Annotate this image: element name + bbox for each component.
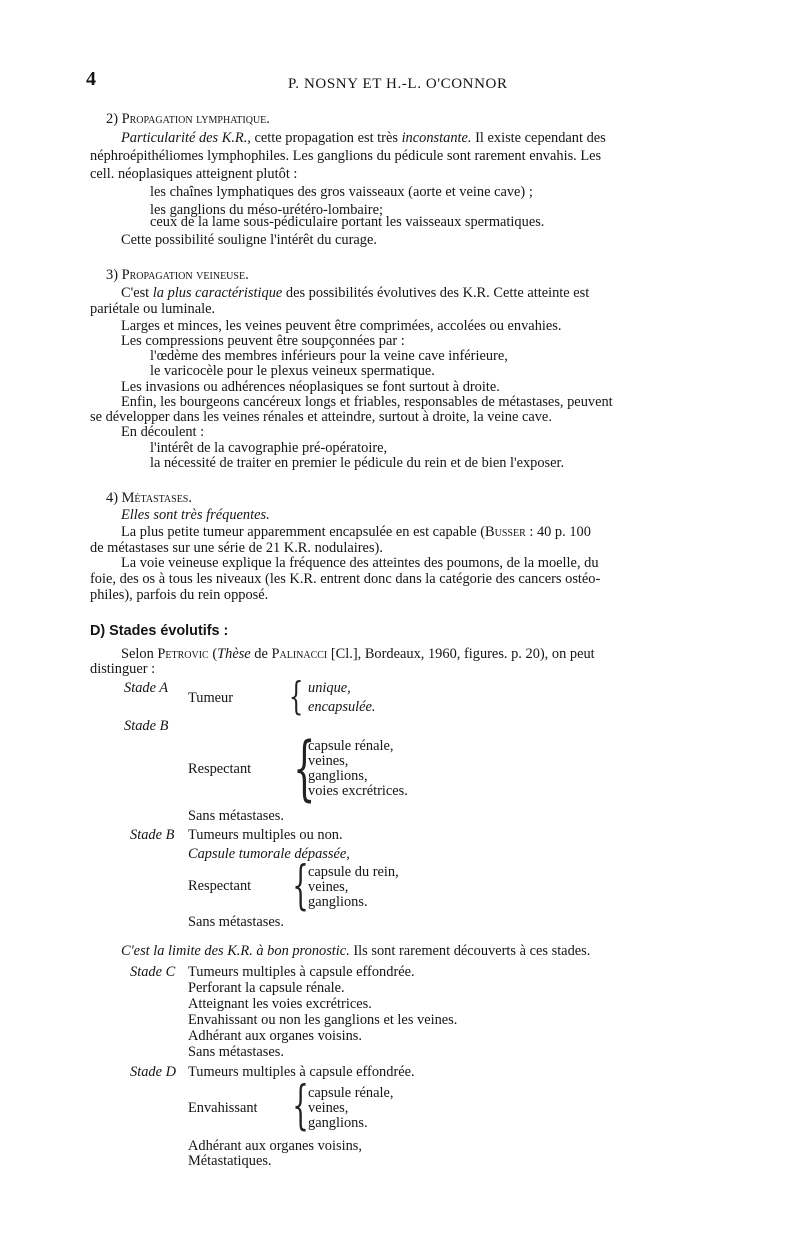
paragraph-line: distinguer :	[90, 661, 156, 677]
paragraph-line	[121, 130, 606, 146]
page-number: 4	[86, 68, 96, 90]
stade-b2-label: Stade B	[130, 827, 175, 843]
italic-text: inconstante.	[401, 130, 472, 146]
stade-a-word: Tumeur	[188, 690, 234, 706]
paragraph-line: Les invasions ou adhérences néoplasiques se font surtout à droite.	[121, 379, 500, 395]
text: (	[208, 646, 218, 662]
stade-c-line: Tumeurs multiples à capsule effondrée.	[188, 964, 415, 980]
heading-text: Métastases.	[121, 490, 192, 506]
stade-b-item: voies excrétrices.	[308, 783, 408, 799]
running-header: P. NOSNY ET H.-L. O'CONNOR	[288, 76, 508, 92]
list-item: l'œdème des membres inférieurs pour la veine cave inférieure,	[150, 348, 508, 364]
list-item: les ganglions du méso-urétéro-lombaire;	[150, 202, 383, 218]
stade-d-item: veines,	[308, 1100, 349, 1116]
list-item: le varicocèle pour le plexus veineux spermatique.	[150, 363, 435, 379]
list-item: les chaînes lymphatiques des gros vaisseaux (aorte et veine cave) ;	[150, 184, 533, 200]
stade-c-line: Envahissant ou non les ganglions et les veines.	[188, 1012, 458, 1028]
paragraph-line: pariétale ou luminale.	[90, 301, 216, 317]
stade-b2-item: veines,	[308, 879, 349, 895]
paragraph-line	[121, 285, 589, 301]
text: de	[250, 646, 272, 662]
text: cette propagation est très	[250, 130, 402, 146]
stade-b-item: veines,	[308, 753, 349, 769]
stade-a-label: Stade A	[124, 680, 169, 696]
stade-b-after: Sans métastases.	[188, 808, 284, 824]
text: C'est	[121, 285, 153, 301]
heading-number: 4)	[106, 490, 118, 506]
stade-c-line: Adhérant aux organes voisins.	[188, 1028, 362, 1044]
brace-icon: {	[292, 856, 309, 916]
list-item: ceux de la lame sous-pédiculaire portant les vaisseaux spermatiques.	[150, 214, 545, 230]
paragraph-line: En découlent :	[121, 424, 205, 440]
italic-text: Thèse	[217, 646, 251, 662]
stade-d-label: Stade D	[130, 1064, 176, 1080]
stade-a-item: unique,	[308, 680, 351, 696]
paragraph-line: Enfin, les bourgeons cancéreux longs et friables, responsables de métastases, peuvent	[121, 394, 613, 410]
paragraph-line: foie, des os à tous les niveaux (les K.R. entrent donc dans la catégorie des cancers ostéo-	[90, 571, 601, 587]
author-name: Palinacci	[271, 646, 328, 662]
heading-number: 2)	[106, 111, 118, 127]
stade-d-item: ganglions.	[308, 1115, 368, 1131]
stade-d-word: Envahissant	[188, 1100, 258, 1116]
text: des possibilités évolutives des K.R. Cette atteinte est	[282, 285, 590, 301]
stade-b2-word: Respectant	[188, 878, 252, 894]
paragraph-line	[121, 943, 590, 959]
text: Il existe cependant des	[471, 130, 606, 146]
section-heading-metastases	[106, 490, 192, 506]
paragraph-line	[121, 646, 595, 662]
stade-b2-subtitle: Capsule tumorale dépassée,	[188, 846, 350, 862]
paragraph-line: philes), parfois du rein opposé.	[90, 587, 269, 603]
paragraph-line: Cette possibilité souligne l'intérêt du curage.	[121, 232, 377, 248]
stade-b-item: capsule rénale,	[308, 738, 394, 754]
list-item: la nécessité de traiter en premier le pédicule du rein et de bien l'exposer.	[150, 455, 565, 471]
stade-b2-title: Tumeurs multiples ou non.	[188, 827, 343, 843]
brace-icon: {	[288, 674, 304, 718]
paragraph-line	[121, 524, 591, 540]
stade-a-item: encapsulée.	[308, 699, 376, 715]
stade-c-line: Perforant la capsule rénale.	[188, 980, 345, 996]
paragraph-line: La voie veineuse explique la fréquence des atteintes des poumons, de la moelle, du	[121, 555, 599, 571]
stade-b2-item: capsule du rein,	[308, 864, 399, 880]
stade-d-after: Métastatiques.	[188, 1153, 272, 1169]
list-item: l'intérêt de la cavographie pré-opératoire,	[150, 440, 388, 456]
paragraph-line: Larges et minces, les veines peuvent être comprimées, accolées ou envahies.	[121, 318, 562, 334]
section-heading-stades: D) Stades évolutifs :	[90, 623, 229, 639]
author-name: Busser	[485, 524, 526, 540]
text: : 40 p. 100	[525, 524, 591, 540]
brace-icon: {	[292, 1076, 309, 1136]
author-name: Petrovic	[157, 646, 209, 662]
section-heading-lymph	[106, 111, 270, 127]
brace-icon: {	[293, 727, 316, 809]
stade-c-line: Atteignant les voies excrétrices.	[188, 996, 372, 1012]
stade-d-after: Adhérant aux organes voisins,	[188, 1138, 362, 1154]
paragraph-line: cell. néoplasiques atteignent plutôt :	[90, 166, 298, 182]
stade-b-item: ganglions,	[308, 768, 368, 784]
stade-b2-item: ganglions.	[308, 894, 368, 910]
heading-number: 3)	[106, 267, 118, 283]
heading-text: Propagation lymphatique.	[121, 111, 270, 127]
italic-text: la plus caractéristique	[152, 285, 283, 301]
heading-text: Propagation veineuse.	[121, 267, 249, 283]
stade-c-line: Sans métastases.	[188, 1044, 284, 1060]
italic-text: C'est la limite des K.R. à bon pronostic.	[121, 943, 350, 959]
stade-d-title: Tumeurs multiples à capsule effondrée.	[188, 1064, 415, 1080]
text: Selon	[121, 646, 158, 662]
paragraph-line: Elles sont très fréquentes.	[121, 507, 270, 523]
text: La plus petite tumeur apparemment encapsulée en est capable (	[121, 524, 486, 540]
section-heading-vein	[106, 267, 249, 283]
stade-b2-after: Sans métastases.	[188, 914, 284, 930]
paragraph-line: de métastases sur une série de 21 K.R. nodulaires).	[90, 540, 383, 556]
stade-b-label: Stade B	[124, 718, 169, 734]
stade-c-label: Stade C	[130, 964, 176, 980]
text: [Cl.], Bordeaux, 1960, figures. p. 20), on peut	[327, 646, 595, 662]
text: Ils sont rarement découverts à ces stades.	[349, 943, 591, 959]
paragraph-line: Les compressions peuvent être soupçonnées par :	[121, 333, 405, 349]
stade-d-item: capsule rénale,	[308, 1085, 394, 1101]
paragraph-line: néphroépithéliomes lymphophiles. Les ganglions du pédicule sont rarement envahis. Les	[90, 148, 602, 164]
paragraph-line: se développer dans les veines rénales et atteindre, surtout à droite, la veine cave.	[90, 409, 552, 425]
stade-b-word: Respectant	[188, 761, 252, 777]
italic-text: Particularité des K.R.,	[121, 130, 251, 146]
